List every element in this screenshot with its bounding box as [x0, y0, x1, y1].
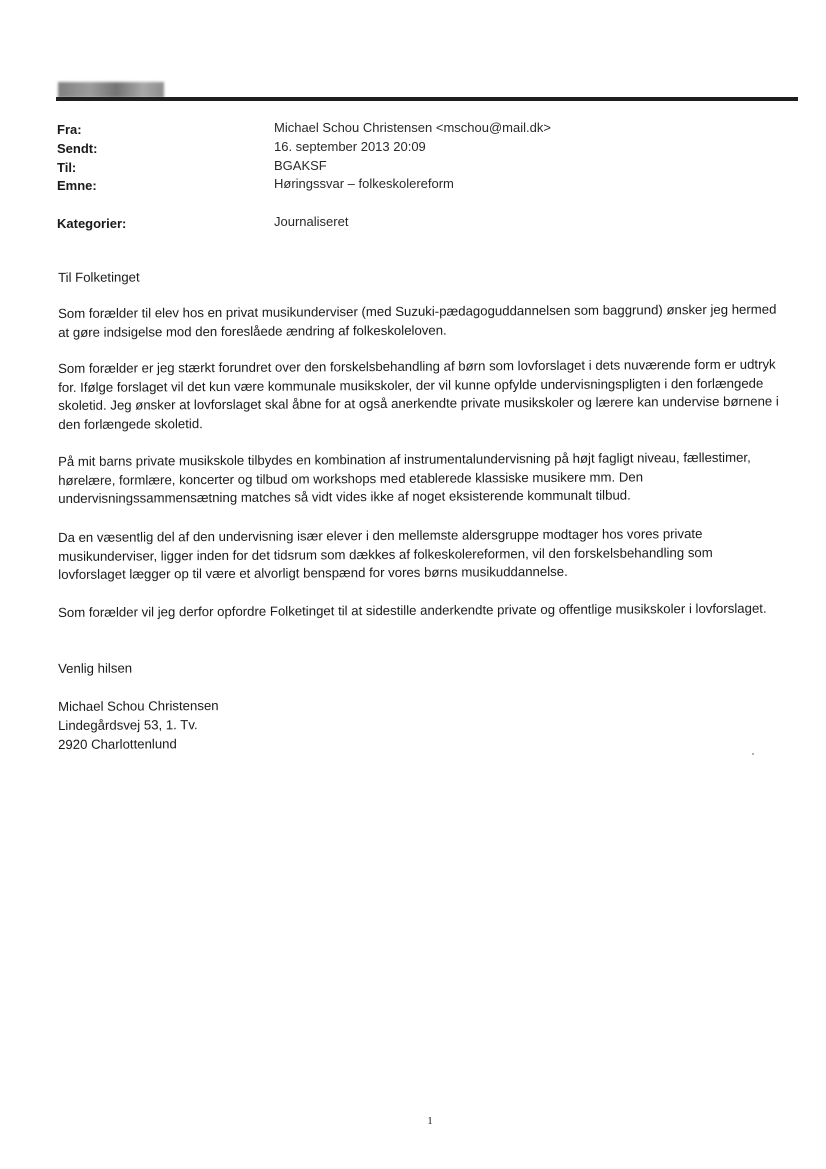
page-number: 1	[427, 1115, 433, 1127]
from-value: Michael Schou Christensen <mschou@mail.dk>	[274, 120, 551, 135]
closing: Venlig hilsen	[58, 660, 133, 676]
header-divider	[56, 97, 798, 101]
body-paragraph: På mit barns private musikskole tilbydes en kombination af instrumentalundervisning på højt fagligt niveau, fællestimer, hørelære, formlære, koncerter og tilbud om workshops med etablerede klassiske musikere mm. Den undervisningssammensætning matches så vidt vides ikke af noget eksisterende kommunalt tilbud.	[58, 449, 751, 506]
signature-city: 2920 Charlottenlund	[58, 736, 177, 752]
scan-speck	[752, 753, 754, 755]
signature-name: Michael Schou Christensen	[58, 698, 219, 714]
subject-label: Emne:	[57, 178, 97, 193]
body-paragraph: Som forælder er jeg stærkt forundret over den forskelsbehandling af børn som lovforslaget i dets nuværende form er udtryk for. Ifølge forslaget vil det kun være kommunale musikskoler, der vil kunne opfylde undervisningspligten i den forlængede skoletid. Jeg ønsker at lovforslaget skal åbne for at også anerkendte private musikskoler og lærere kan undervise børnene i den forlængede skoletid.	[58, 356, 779, 432]
redacted-sender-name	[58, 82, 164, 98]
sent-label: Sendt:	[57, 141, 98, 156]
body-paragraph: Som forælder til elev hos en privat musikunderviser (med Suzuki-pædagoguddannelsen som baggrund) ønsker jeg hermed at gøre indsigelse mod den foreslåede ændring af folkeskoleloven.	[58, 301, 777, 340]
from-label: Fra:	[57, 122, 82, 137]
body-paragraph: Som forælder vil jeg derfor opfordre Folketinget til at sidestille anderkendte private og offentlige musikskoler i lovforslaget.	[58, 600, 767, 620]
subject-value: Høringssvar – folkeskolereform	[274, 176, 454, 191]
to-value: BGAKSF	[274, 158, 327, 173]
salutation: Til Folketinget	[58, 269, 140, 285]
category-value: Journaliseret	[274, 214, 349, 229]
category-label: Kategorier:	[57, 216, 127, 231]
body-paragraph: Da en væsentlig del af den undervisning især elever i den mellemste aldersgruppe modtager hos vores private musikunderviser, ligger inden for det tidsrum som dækkes af folkeskolereformen, vil den forskelsbehandling som lovforslaget lægger op til være et alvorligt benspænd for vores børns musikuddannelse.	[58, 526, 713, 582]
signature-street: Lindegårdsvej 53, 1. Tv.	[58, 717, 198, 733]
sent-value: 16. september 2013 20:09	[274, 139, 426, 154]
to-label: Til:	[57, 160, 77, 175]
